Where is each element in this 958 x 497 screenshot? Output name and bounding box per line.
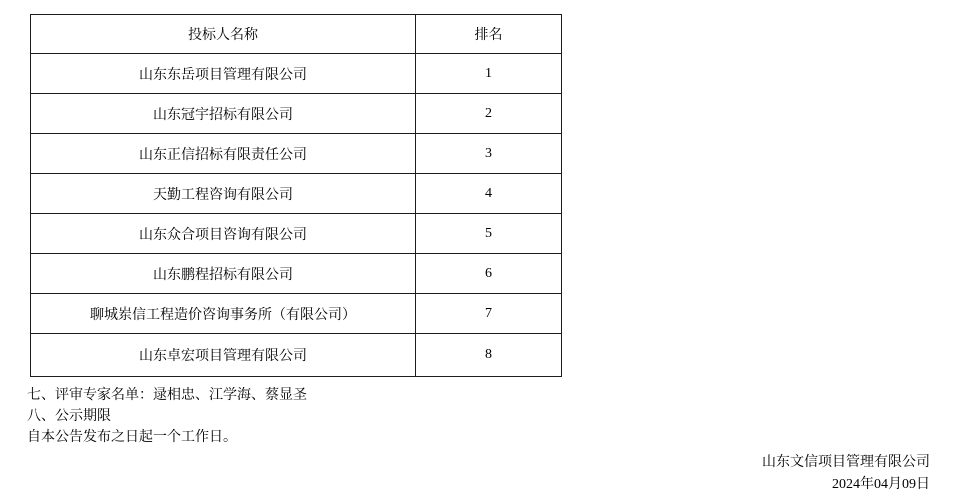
experts-list-line: 七、评审专家名单：逯相忠、江学海、蔡显圣 xyxy=(27,388,307,403)
table-row xyxy=(31,174,562,214)
table-row xyxy=(31,54,562,94)
publish-date: 2024年04月09日 xyxy=(832,477,930,492)
rank-cell: 7 xyxy=(416,294,562,334)
bidder-name-cell: 山东鹏程招标有限公司 xyxy=(31,254,416,294)
bidder-name-cell: 山东正信招标有限责任公司 xyxy=(31,134,416,174)
table-row xyxy=(31,294,562,334)
rank-cell: 1 xyxy=(416,54,562,94)
table-row xyxy=(31,134,562,174)
table-row xyxy=(31,214,562,254)
bid-ranking-table-wrap xyxy=(30,14,562,377)
table-row xyxy=(31,334,562,377)
bidder-name-cell: 山东卓宏项目管理有限公司 xyxy=(31,334,416,377)
rank-cell: 8 xyxy=(416,334,562,377)
rank-header: 排名 xyxy=(416,15,562,54)
bidder-name-header: 投标人名称 xyxy=(31,15,416,54)
table-row xyxy=(31,94,562,134)
rank-cell: 5 xyxy=(416,214,562,254)
bidder-name-cell: 山东众合项目咨询有限公司 xyxy=(31,214,416,254)
publicity-period-heading: 八、公示期限 xyxy=(27,409,111,424)
table-header-row xyxy=(31,15,562,54)
rank-cell: 4 xyxy=(416,174,562,214)
announcement-notes xyxy=(27,385,307,448)
bidder-name-cell: 山东冠宇招标有限公司 xyxy=(31,94,416,134)
bidder-name-cell: 聊城岽信工程造价咨询事务所（有限公司） xyxy=(31,294,416,334)
bid-ranking-table xyxy=(30,14,562,377)
rank-cell: 3 xyxy=(416,134,562,174)
publicity-period-text: 自本公告发布之日起一个工作日。 xyxy=(27,430,237,445)
signing-company: 山东文信项目管理有限公司 xyxy=(762,455,930,470)
bidder-name-cell: 天勤工程咨询有限公司 xyxy=(31,174,416,214)
rank-cell: 6 xyxy=(416,254,562,294)
rank-cell: 2 xyxy=(416,94,562,134)
table-row xyxy=(31,254,562,294)
signature-block xyxy=(762,452,930,496)
bidder-name-cell: 山东东岳项目管理有限公司 xyxy=(31,54,416,94)
